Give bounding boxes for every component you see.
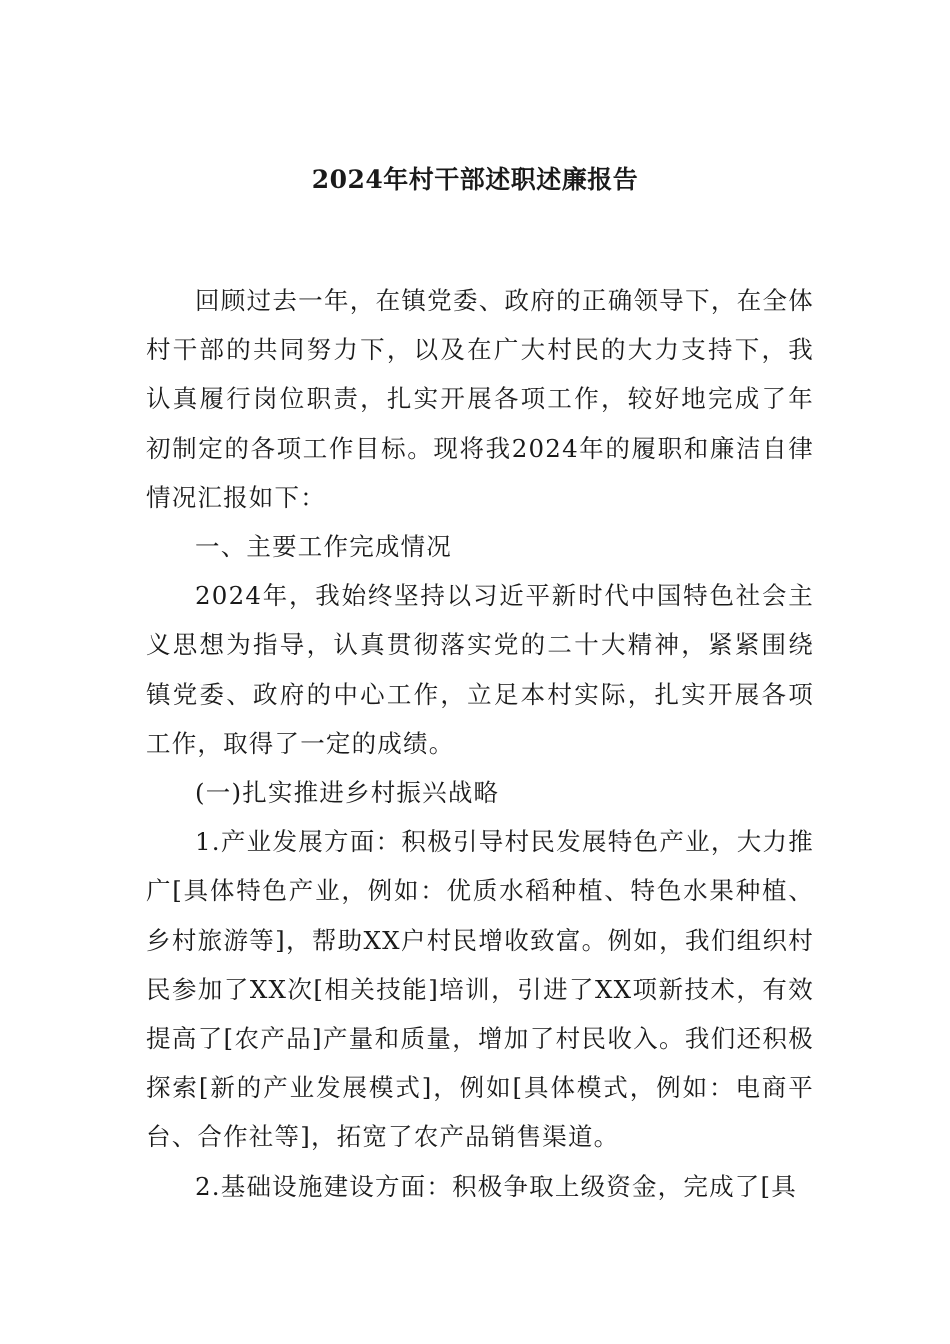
paragraph-infrastructure: 2.基础设施建设方面：积极争取上级资金，完成了[具: [195, 1171, 797, 1201]
subsection-heading-rural-revitalization: (一)扎实推进乡村振兴战略: [195, 778, 500, 808]
section-heading-main-work: 一、主要工作完成情况: [195, 532, 452, 562]
paragraph-industry-development: 1.产业发展方面：积极引导村民发展特色产业，大力推广[具体特色产业，例如：优质水稻种植、特色水果种植、乡村旅游等]，帮助XX户村民增收致富。例如，我们组织村民参加了XX次[相关技能]培训，引进了XX项新技术，有效提高了[农产品]产量和质量，增加了村民收入。我们还积极探索[新的产业发展模式]，例如[具体模式，例如：电商平台、合作社等]，拓宽了农产品销售渠道。: [146, 827, 814, 1152]
paragraph-intro: 回顾过去一年，在镇党委、政府的正确领导下，在全体村干部的共同努力下，以及在广大村民的大力支持下，我认真履行岗位职责，扎实开展各项工作，较好地完成了年初制定的各项工作目标。现将我2024年的履职和廉洁自律情况汇报如下：: [146, 286, 814, 512]
paragraph-overview: 2024年，我始终坚持以习近平新时代中国特色社会主义思想为指导，认真贯彻落实党的二十大精神，紧紧围绕镇党委、政府的中心工作，立足本村实际，扎实开展各项工作，取得了一定的成绩。: [146, 581, 814, 758]
document-body: [146, 276, 814, 1211]
document-title: 2024年村干部述职述廉报告: [311, 165, 639, 194]
